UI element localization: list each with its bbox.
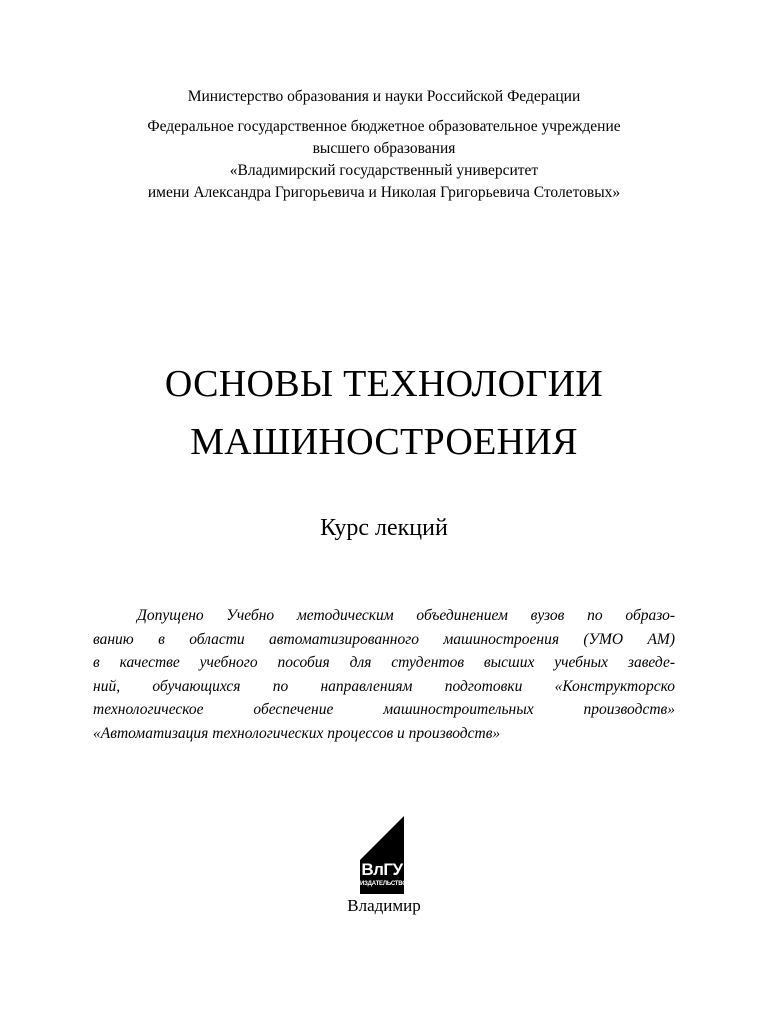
approval-line-2: ванию в области автоматизированного машиностроения (УМО АМ) [93, 630, 675, 648]
publisher-logo-text [360, 860, 407, 894]
publisher-logo-sub: ИЗДАТЕЛЬСТВО [360, 881, 407, 887]
book-title-line-1: ОСНОВЫ ТЕХНОЛОГИИ [164, 363, 604, 405]
approval-line-5: технологическое обеспечение машиностроительных производств» [93, 701, 675, 718]
publisher-logo-main: ВлГУ [361, 860, 403, 879]
approval-line-6: «Автоматизация технологических процессов и производств» [93, 724, 501, 742]
approval-line-3: в качестве учебного пособия для студентов высших учебных заведе- [93, 654, 675, 671]
institution-line-1: Федеральное государственное бюджетное образовательное учреждение [147, 118, 621, 135]
approval-notice [93, 604, 675, 745]
institution-line-2: высшего образования [312, 140, 456, 157]
publication-city: Владимир [347, 896, 421, 915]
approval-line-4: ний, обучающихся по направлениям подготовки «Конструкторско [93, 677, 675, 695]
ministry-line: Министерство образования и науки Российской Федерации [187, 88, 581, 105]
book-subtitle: Курс лекций [320, 515, 448, 541]
book-title-line-2: МАШИНОСТРОЕНИЯ [190, 421, 578, 463]
approval-line-1: Допущено Учебно методическим объединением вузов по образо- [137, 607, 675, 624]
institution-line-4: имени Александра Григорьевича и Николая Григорьевича Столетовых» [147, 184, 621, 201]
institution-line-3: «Владимирский государственный университет [229, 162, 539, 179]
